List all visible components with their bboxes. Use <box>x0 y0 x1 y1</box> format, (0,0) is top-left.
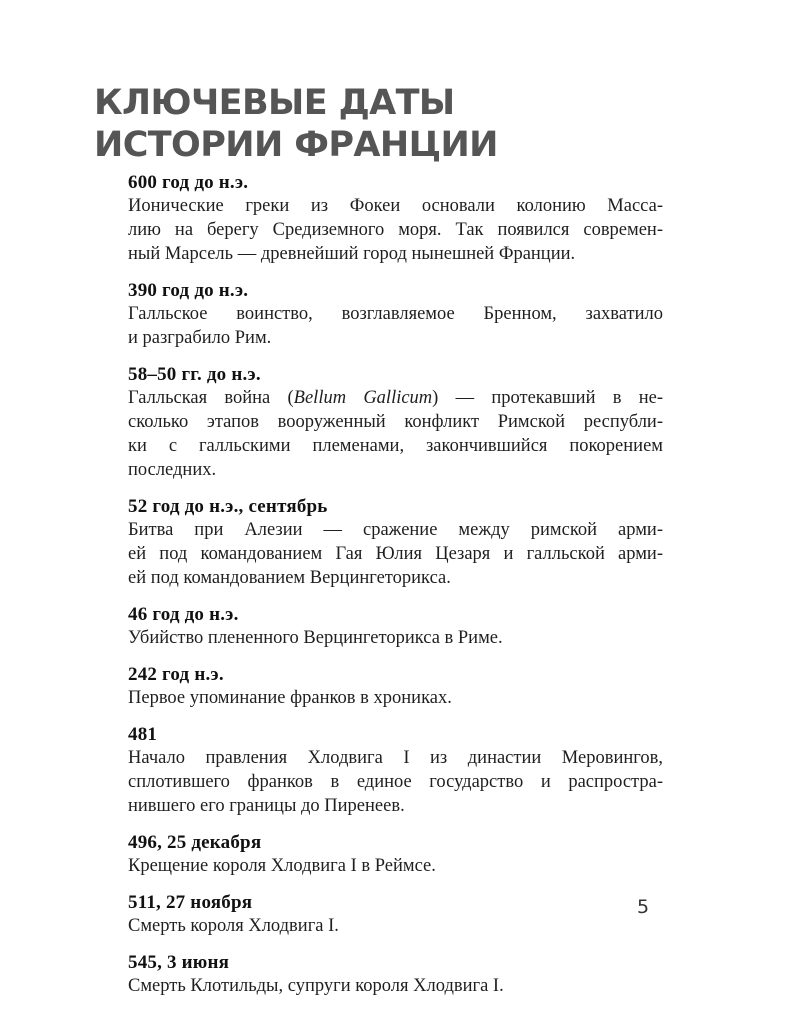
entry-description <box>128 386 663 482</box>
entry-text-line: и разграбило Рим. <box>128 328 272 348</box>
entry-date: 511, 27 ноября <box>128 892 253 913</box>
entry-text-line: последних. <box>128 460 217 480</box>
entry-date: 600 год до н.э. <box>128 172 249 193</box>
chronology-list <box>128 171 663 1011</box>
entry-text-line: сплотившего франков в единое государство и распростра- <box>128 772 663 792</box>
entry-description <box>128 746 663 818</box>
entry-description <box>128 302 663 350</box>
entry-text-line: Смерть Клотильды, супруги короля Хлодвига I. <box>128 976 504 996</box>
entry-text-line: Первое упоминание франков в хрониках. <box>128 688 452 708</box>
entry-description <box>128 854 663 878</box>
chronology-entry <box>128 723 663 818</box>
chronology-entry <box>128 279 663 350</box>
entry-text-line: Начало правления Хлодвига I из династии Меровингов, <box>128 748 663 768</box>
entry-text-fragment: Галльская война ( <box>128 388 294 408</box>
page-title-line-2: ИСТОРИИ ФРАНЦИИ <box>94 125 498 165</box>
entry-date: 58–50 гг. до н.э. <box>128 364 261 385</box>
chronology-entry <box>128 603 663 650</box>
entry-description <box>128 194 663 266</box>
entry-text-line: лию на берегу Средиземного моря. Так появился современ- <box>128 220 663 240</box>
entry-text-line: Битва при Алезии — сражение между римской арми- <box>128 520 663 540</box>
entry-text-fragment: ) — протекавший в не- <box>432 388 663 408</box>
entry-text-line: ей под командованием Гая Юлия Цезаря и галльской арми- <box>128 544 663 564</box>
entry-text-line: Убийство плененного Верцингеторикса в Риме. <box>128 628 503 648</box>
page-number: 5 <box>637 896 650 918</box>
chronology-entry <box>128 171 663 266</box>
entry-date: 52 год до н.э., сентябрь <box>128 496 328 517</box>
entry-date: 496, 25 декабря <box>128 832 262 853</box>
entry-text-line: Крещение короля Хлодвига I в Реймсе. <box>128 856 436 876</box>
chronology-entry <box>128 951 663 998</box>
entry-date: 481 <box>128 724 158 745</box>
entry-date: 545, 3 июня <box>128 952 230 973</box>
entry-text-line <box>128 386 663 410</box>
chronology-entry <box>128 663 663 710</box>
entry-date: 46 год до н.э. <box>128 604 239 625</box>
chronology-entry <box>128 831 663 878</box>
entry-description <box>128 518 663 590</box>
chronology-entry <box>128 363 663 482</box>
entry-text-line: Ионические греки из Фокеи основали колонию Масса- <box>128 196 663 216</box>
entry-text-line: нившего его границы до Пиренеев. <box>128 796 405 816</box>
entry-text-line: ный Марсель — древнейший город нынешней Франции. <box>128 244 576 264</box>
entry-text-line: сколько этапов вооруженный конфликт Римской республи- <box>128 412 663 432</box>
latin-term: Bellum Gallicum <box>293 388 433 408</box>
page-title-line-1: КЛЮЧЕВЫЕ ДАТЫ <box>94 83 455 123</box>
entry-date: 242 год н.э. <box>128 664 224 685</box>
entry-description <box>128 974 663 998</box>
entry-text-line: Галльское воинство, возглавляемое Бренном, захватило <box>128 304 663 324</box>
entry-text-line: ки с галльскими племенами, закончившийся покорением <box>128 436 663 456</box>
page-title <box>94 82 498 166</box>
entry-description <box>128 686 663 710</box>
entry-description <box>128 626 663 650</box>
chronology-entry <box>128 891 663 938</box>
entry-description <box>128 914 663 938</box>
entry-text-line: Смерть короля Хлодвига I. <box>128 916 339 936</box>
chronology-entry <box>128 495 663 590</box>
entry-text-line: ей под командованием Верцингеторикса. <box>128 568 451 588</box>
entry-date: 390 год до н.э. <box>128 280 249 301</box>
